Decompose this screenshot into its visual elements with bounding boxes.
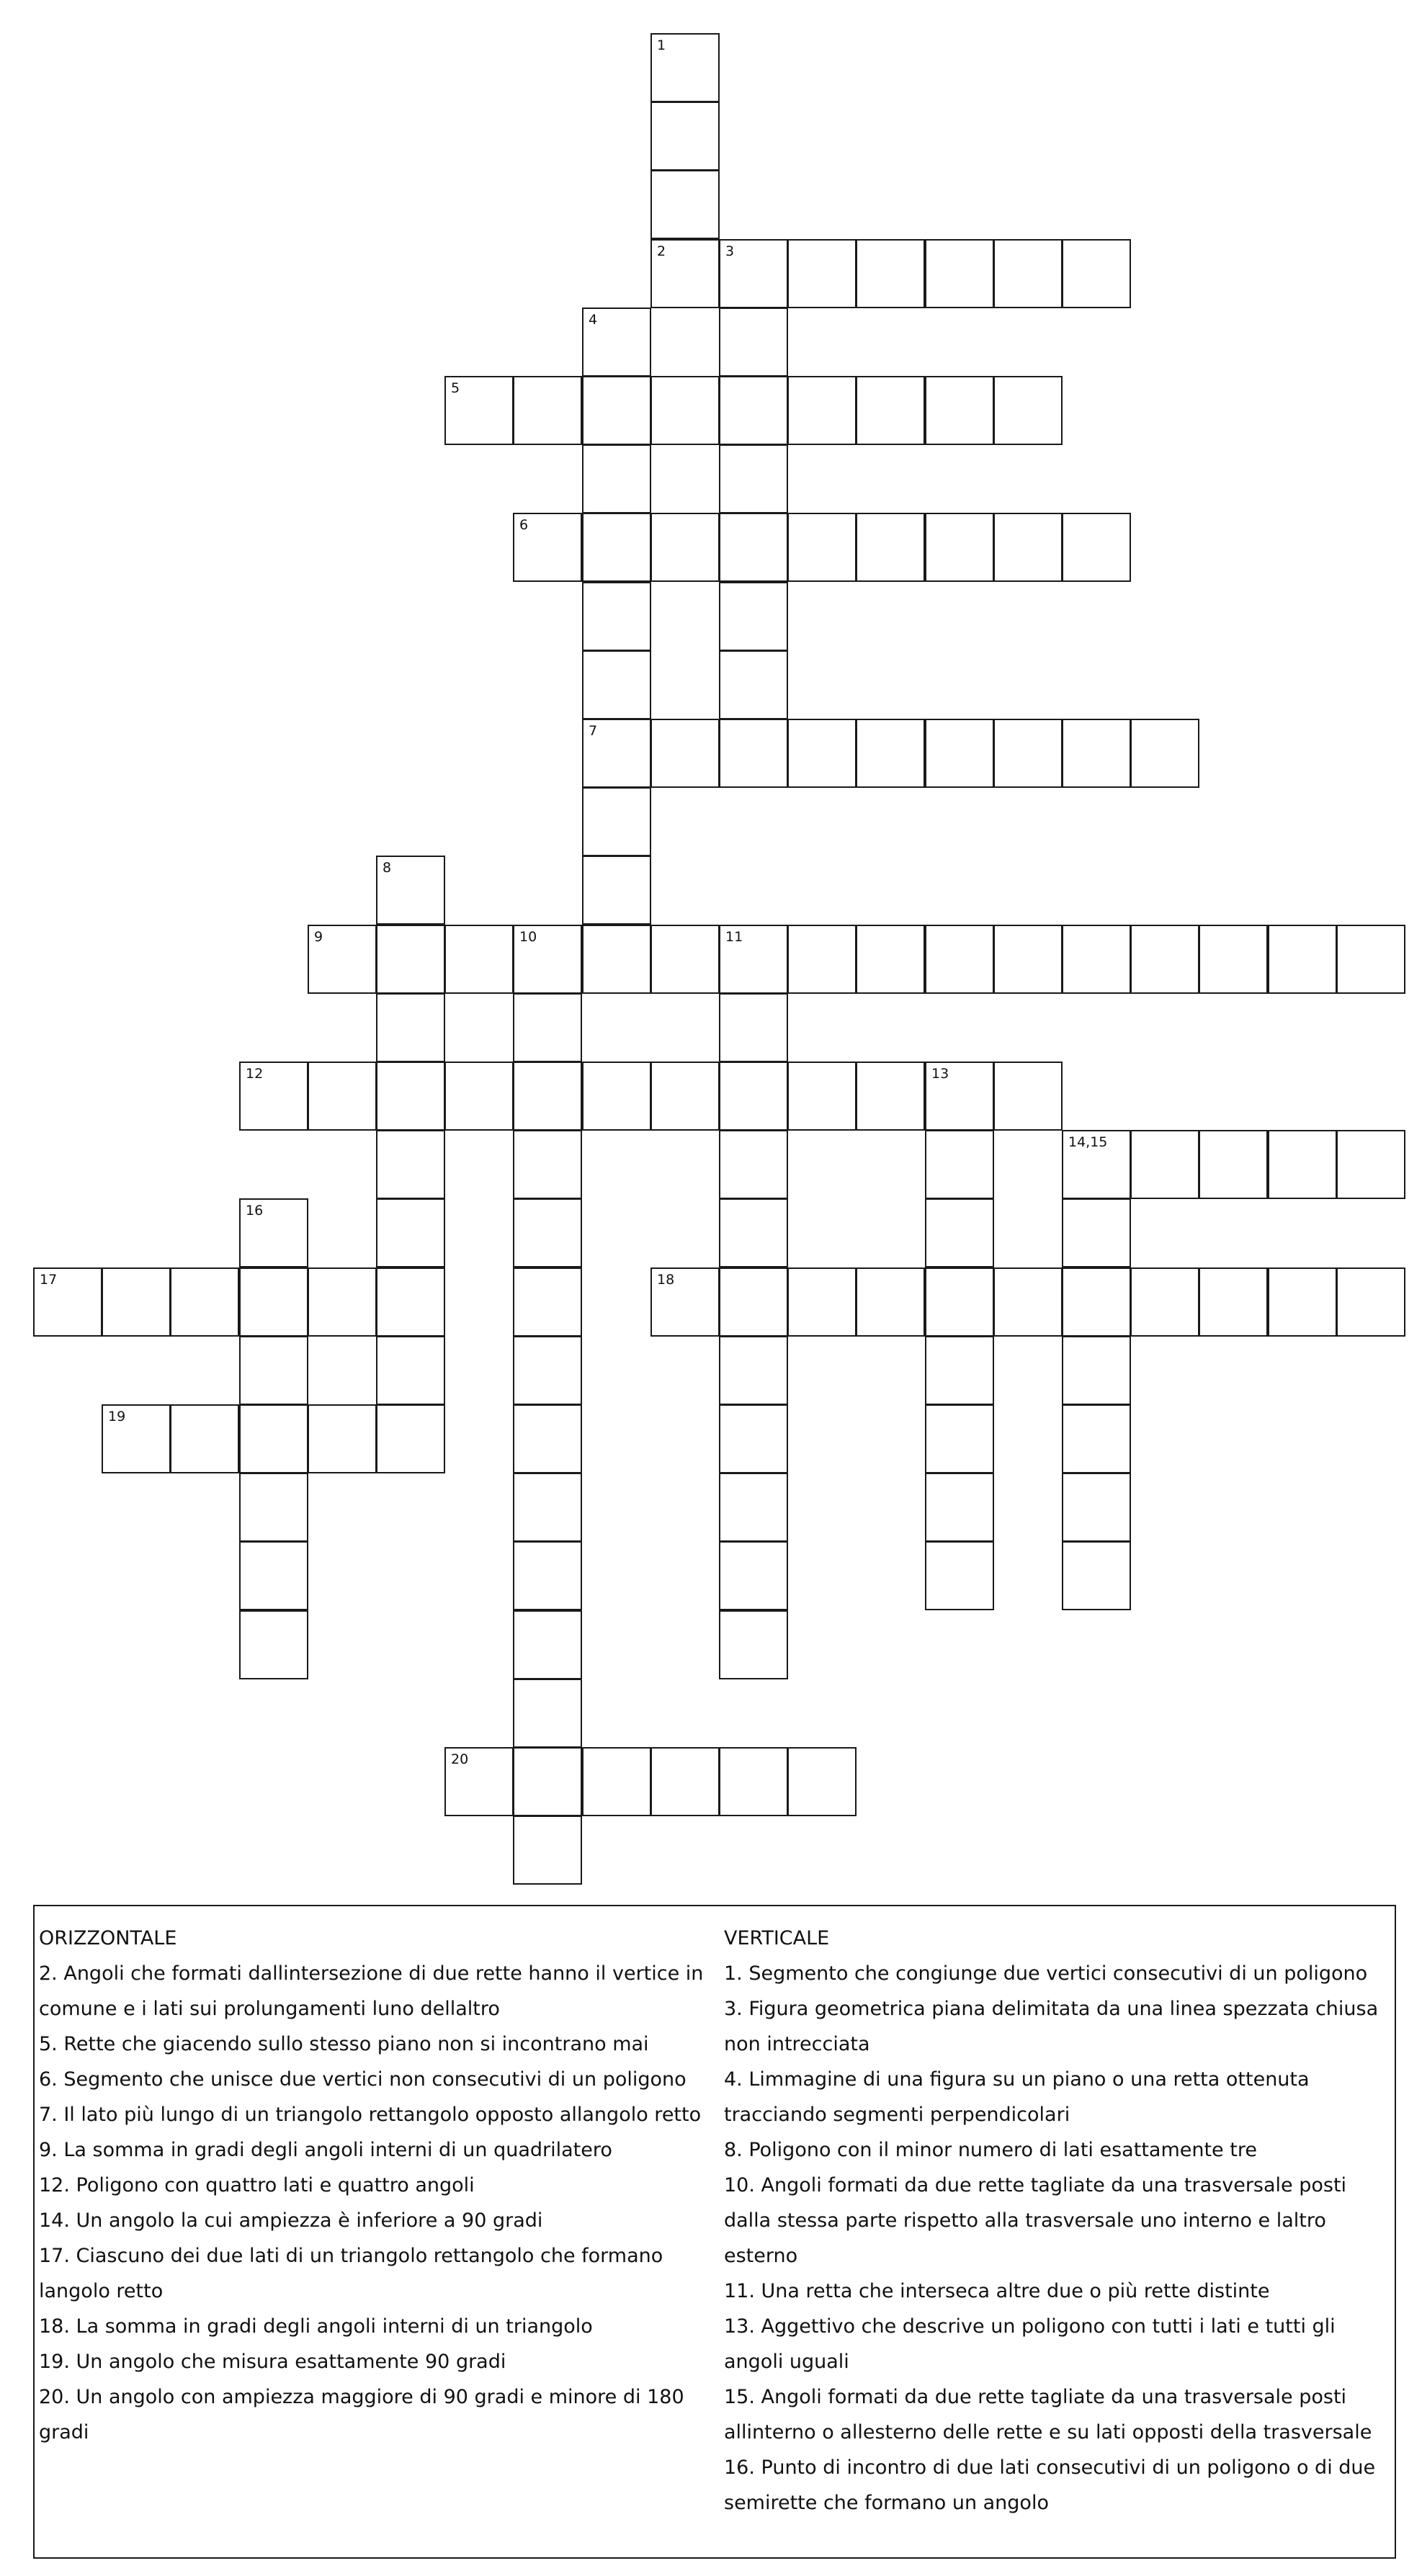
clue-number: 14,15 xyxy=(1068,1134,1108,1150)
grid-cell[interactable] xyxy=(925,1062,994,1131)
grid-cell[interactable] xyxy=(308,1404,377,1473)
grid-cell[interactable] xyxy=(787,1062,857,1131)
down-clue: 3. Figura geometrica piana delimitata da una linea spezzata chiusa non intrecciata xyxy=(724,1998,1379,2055)
down-clue: 10. Angoli formati da due rette tagliate da una trasversale posti dalla stessa parte rispetto alla trasversale uno interno e laltro esterno xyxy=(724,2174,1347,2267)
down-clue: 1. Segmento che congiunge due vertici consecutivi di un poligono xyxy=(724,1962,1368,1985)
grid-cell[interactable] xyxy=(993,925,1063,994)
grid-cell[interactable] xyxy=(650,1267,720,1337)
grid-cell[interactable] xyxy=(925,1404,994,1473)
grid-cell[interactable] xyxy=(582,856,651,925)
down-clue: 11. Una retta che interseca altre due o più rette distinte xyxy=(724,2280,1270,2302)
grid-cell[interactable] xyxy=(1268,925,1337,994)
grid-cell[interactable] xyxy=(719,1747,788,1816)
clue-number: 6 xyxy=(519,517,529,533)
grid-cell[interactable] xyxy=(719,513,788,582)
clue-number: 5 xyxy=(451,380,460,396)
across-clue: 14. Un angolo la cui ampiezza è inferiore a 90 gradi xyxy=(39,2209,543,2232)
down-clue: 15. Angoli formati da due rette tagliate da una trasversale posti allinterno o allesterno delle rette e su lati opposti della trasversale xyxy=(724,2386,1372,2443)
grid-cell[interactable] xyxy=(582,650,651,719)
grid-cell[interactable] xyxy=(376,856,445,925)
grid-cell[interactable] xyxy=(856,719,925,788)
grid-cell[interactable] xyxy=(444,376,514,445)
grid-cell[interactable] xyxy=(308,925,377,994)
grid-cell[interactable] xyxy=(376,1404,445,1473)
grid-cell[interactable] xyxy=(513,1130,582,1199)
grid-cell[interactable] xyxy=(650,170,720,239)
grid-cell[interactable] xyxy=(856,925,925,994)
grid-cell[interactable] xyxy=(719,308,788,377)
grid-cell[interactable] xyxy=(650,1747,720,1816)
grid-cell[interactable] xyxy=(856,239,925,308)
grid-cell[interactable] xyxy=(513,1198,582,1267)
grid-cell[interactable] xyxy=(102,1267,171,1337)
grid-cell[interactable] xyxy=(513,1336,582,1405)
grid-cell[interactable] xyxy=(239,1610,308,1679)
down-clue: 16. Punto di incontro di due lati consecutivi di un poligono o di due semirette che formano un angolo xyxy=(724,2456,1376,2514)
grid-cell[interactable] xyxy=(719,925,788,994)
clue-number: 2 xyxy=(657,243,666,259)
grid-cell[interactable] xyxy=(650,239,720,308)
grid-cell[interactable] xyxy=(239,1062,308,1131)
across-clue: 17. Ciascuno dei due lati di un triangolo rettangolo che formano langolo retto xyxy=(39,2245,663,2302)
grid-cell[interactable] xyxy=(719,1404,788,1473)
grid-cell[interactable] xyxy=(650,1062,720,1131)
clue-number: 3 xyxy=(725,243,735,259)
grid-cell[interactable] xyxy=(925,925,994,994)
grid-cell[interactable] xyxy=(719,1473,788,1542)
grid-cell[interactable] xyxy=(993,719,1063,788)
grid-cell[interactable] xyxy=(444,1062,514,1131)
clue-number: 11 xyxy=(725,929,743,945)
down-clue: 13. Aggettivo che descrive un poligono con tutti i lati e tutti gli angoli uguali xyxy=(724,2315,1336,2373)
grid-cell[interactable] xyxy=(513,1541,582,1610)
grid-cell[interactable] xyxy=(993,376,1063,445)
grid-cell[interactable] xyxy=(513,1473,582,1542)
across-clue: 7. Il lato più lungo di un triangolo rettangolo opposto allangolo retto xyxy=(39,2104,702,2126)
grid-cell[interactable] xyxy=(239,1541,308,1610)
grid-cell[interactable] xyxy=(444,925,514,994)
grid-cell[interactable] xyxy=(1062,719,1131,788)
grid-cell[interactable] xyxy=(856,513,925,582)
grid-cell[interactable] xyxy=(1062,1473,1131,1542)
grid-cell[interactable] xyxy=(1062,1267,1131,1337)
grid-cell[interactable] xyxy=(513,1816,582,1885)
grid-cell[interactable] xyxy=(513,1679,582,1748)
clue-number: 16 xyxy=(246,1203,264,1219)
grid-cell[interactable] xyxy=(650,376,720,445)
grid-cell[interactable] xyxy=(925,239,994,308)
grid-cell[interactable] xyxy=(925,1541,994,1610)
grid-cell[interactable] xyxy=(376,925,445,994)
clue-number: 20 xyxy=(451,1751,469,1767)
grid-cell[interactable] xyxy=(1062,1541,1131,1610)
grid-cell[interactable] xyxy=(1062,1336,1131,1405)
grid-cell[interactable] xyxy=(376,1336,445,1405)
grid-cell[interactable] xyxy=(308,1062,377,1131)
grid-cell[interactable] xyxy=(719,650,788,719)
grid-cell[interactable] xyxy=(787,376,857,445)
grid-cell[interactable] xyxy=(719,719,788,788)
grid-cell[interactable] xyxy=(925,1267,994,1337)
grid-cell[interactable] xyxy=(719,1062,788,1131)
clue-number: 18 xyxy=(657,1272,675,1288)
grid-cell[interactable] xyxy=(1268,1267,1337,1337)
grid-cell[interactable] xyxy=(856,1062,925,1131)
clue-number: 1 xyxy=(657,37,666,53)
grid-cell[interactable] xyxy=(925,1198,994,1267)
clue-number: 8 xyxy=(383,860,392,876)
grid-cell[interactable] xyxy=(993,1267,1063,1337)
grid-cell[interactable] xyxy=(513,925,582,994)
grid-cell[interactable] xyxy=(925,1130,994,1199)
clue-number: 7 xyxy=(589,723,598,739)
grid-cell[interactable] xyxy=(1336,1130,1405,1199)
clue-number: 10 xyxy=(519,929,537,945)
grid-cell[interactable] xyxy=(719,1610,788,1679)
grid-cell[interactable] xyxy=(513,1404,582,1473)
grid-cell[interactable] xyxy=(1336,925,1405,994)
grid-cell[interactable] xyxy=(719,1130,788,1199)
across-clue: 6. Segmento che unisce due vertici non consecutivi di un poligono xyxy=(39,2068,687,2091)
grid-cell[interactable] xyxy=(582,513,651,582)
grid-cell[interactable] xyxy=(787,239,857,308)
grid-cell[interactable] xyxy=(33,1267,102,1337)
grid-cell[interactable] xyxy=(1268,1130,1337,1199)
clue-number: 19 xyxy=(108,1409,126,1424)
grid-cell[interactable] xyxy=(719,582,788,651)
grid-cell[interactable] xyxy=(239,1473,308,1542)
grid-cell[interactable] xyxy=(513,376,582,445)
grid-cell[interactable] xyxy=(719,1267,788,1337)
down-clue: 8. Poligono con il minor numero di lati esattamente tre xyxy=(724,2139,1257,2161)
grid-cell[interactable] xyxy=(856,1267,925,1337)
across-clue: 18. La somma in gradi degli angoli interni di un triangolo xyxy=(39,2315,593,2338)
grid-cell[interactable] xyxy=(582,308,651,377)
grid-cell[interactable] xyxy=(513,513,582,582)
grid-cell[interactable] xyxy=(513,993,582,1062)
grid-cell[interactable] xyxy=(993,513,1063,582)
grid-cell[interactable] xyxy=(376,1130,445,1199)
grid-cell[interactable] xyxy=(993,239,1063,308)
grid-cell[interactable] xyxy=(239,1267,308,1337)
grid-cell[interactable] xyxy=(719,1541,788,1610)
grid-cell[interactable] xyxy=(444,1747,514,1816)
grid-cell[interactable] xyxy=(1199,925,1268,994)
grid-cell[interactable] xyxy=(376,1062,445,1131)
grid-cell[interactable] xyxy=(719,376,788,445)
grid-cell[interactable] xyxy=(239,1336,308,1405)
grid-cell[interactable] xyxy=(582,1062,651,1131)
grid-cell[interactable] xyxy=(1130,1267,1199,1337)
grid-cell[interactable] xyxy=(1199,1267,1268,1337)
across-column xyxy=(39,1921,720,2450)
grid-cell[interactable] xyxy=(513,1267,582,1337)
clue-number: 17 xyxy=(40,1272,58,1288)
grid-cell[interactable] xyxy=(719,444,788,513)
clue-number: 12 xyxy=(246,1066,264,1082)
grid-cell[interactable] xyxy=(719,993,788,1062)
grid-cell[interactable] xyxy=(650,925,720,994)
grid-cell[interactable] xyxy=(925,376,994,445)
across-clue: 19. Un angolo che misura esattamente 90 gradi xyxy=(39,2351,506,2373)
grid-cell[interactable] xyxy=(1062,1404,1131,1473)
across-clue: 12. Poligono con quattro lati e quattro angoli xyxy=(39,2174,475,2196)
grid-cell[interactable] xyxy=(170,1267,239,1337)
across-clue: 5. Rette che giacendo sullo stesso piano non si incontrano mai xyxy=(39,2033,649,2055)
grid-cell[interactable] xyxy=(787,719,857,788)
grid-cell[interactable] xyxy=(513,1610,582,1679)
grid-cell[interactable] xyxy=(1062,239,1131,308)
grid-cell[interactable] xyxy=(1062,925,1131,994)
grid-cell[interactable] xyxy=(925,719,994,788)
grid-cell[interactable] xyxy=(239,1198,308,1267)
grid-cell[interactable] xyxy=(1062,1198,1131,1267)
grid-cell[interactable] xyxy=(582,1747,651,1816)
grid-cell[interactable] xyxy=(582,582,651,651)
clue-number: 4 xyxy=(589,312,598,328)
grid-cell[interactable] xyxy=(239,1404,308,1473)
grid-cell[interactable] xyxy=(925,1473,994,1542)
grid-cell[interactable] xyxy=(513,1062,582,1131)
grid-cell[interactable] xyxy=(1062,513,1131,582)
down-clue: 4. Limmagine di una figura su un piano o una retta ottenuta tracciando segmenti perpendicolari xyxy=(724,2068,1310,2126)
grid-cell[interactable] xyxy=(787,513,857,582)
across-heading: ORIZZONTALE xyxy=(39,1927,177,1949)
grid-cell[interactable] xyxy=(1130,1130,1199,1199)
clues-box xyxy=(33,1905,1396,2559)
grid-cell[interactable] xyxy=(582,444,651,513)
grid-cell[interactable] xyxy=(650,33,720,102)
grid-cell[interactable] xyxy=(856,376,925,445)
down-column xyxy=(724,1921,1387,2521)
grid-cell[interactable] xyxy=(925,513,994,582)
grid-cell[interactable] xyxy=(102,1404,171,1473)
grid-cell[interactable] xyxy=(582,376,651,445)
clue-number: 9 xyxy=(314,929,323,945)
grid-cell[interactable] xyxy=(719,239,788,308)
across-clue: 9. La somma in gradi degli angoli interni di un quadrilatero xyxy=(39,2139,612,2161)
grid-cell[interactable] xyxy=(650,513,720,582)
grid-cell[interactable] xyxy=(376,1198,445,1267)
grid-cell[interactable] xyxy=(1336,1267,1405,1337)
grid-cell[interactable] xyxy=(376,1267,445,1337)
clue-number: 13 xyxy=(931,1066,949,1082)
grid-cell[interactable] xyxy=(650,102,720,171)
grid-cell[interactable] xyxy=(308,1267,377,1337)
grid-cell[interactable] xyxy=(719,1336,788,1405)
grid-cell[interactable] xyxy=(787,925,857,994)
grid-cell[interactable] xyxy=(170,1404,239,1473)
grid-cell[interactable] xyxy=(719,1198,788,1267)
grid-cell[interactable] xyxy=(650,719,720,788)
grid-cell[interactable] xyxy=(376,993,445,1062)
grid-cell[interactable] xyxy=(993,1062,1063,1131)
grid-cell[interactable] xyxy=(513,1747,582,1816)
grid-cell[interactable] xyxy=(787,1747,857,1816)
grid-cell[interactable] xyxy=(787,1267,857,1337)
grid-cell[interactable] xyxy=(1199,1130,1268,1199)
grid-cell[interactable] xyxy=(582,925,651,994)
grid-cell[interactable] xyxy=(582,787,651,856)
down-heading: VERTICALE xyxy=(724,1927,830,1949)
grid-cell[interactable] xyxy=(1062,1130,1131,1199)
grid-cell[interactable] xyxy=(582,719,651,788)
across-clue: 2. Angoli che formati dallintersezione di due rette hanno il vertice in comune e i lati sui prolungamenti luno dellaltro xyxy=(39,1962,704,2020)
grid-cell[interactable] xyxy=(925,1336,994,1405)
grid-cell[interactable] xyxy=(1130,719,1199,788)
grid-cell[interactable] xyxy=(1130,925,1199,994)
across-clue: 20. Un angolo con ampiezza maggiore di 90 gradi e minore di 180 gradi xyxy=(39,2386,684,2443)
